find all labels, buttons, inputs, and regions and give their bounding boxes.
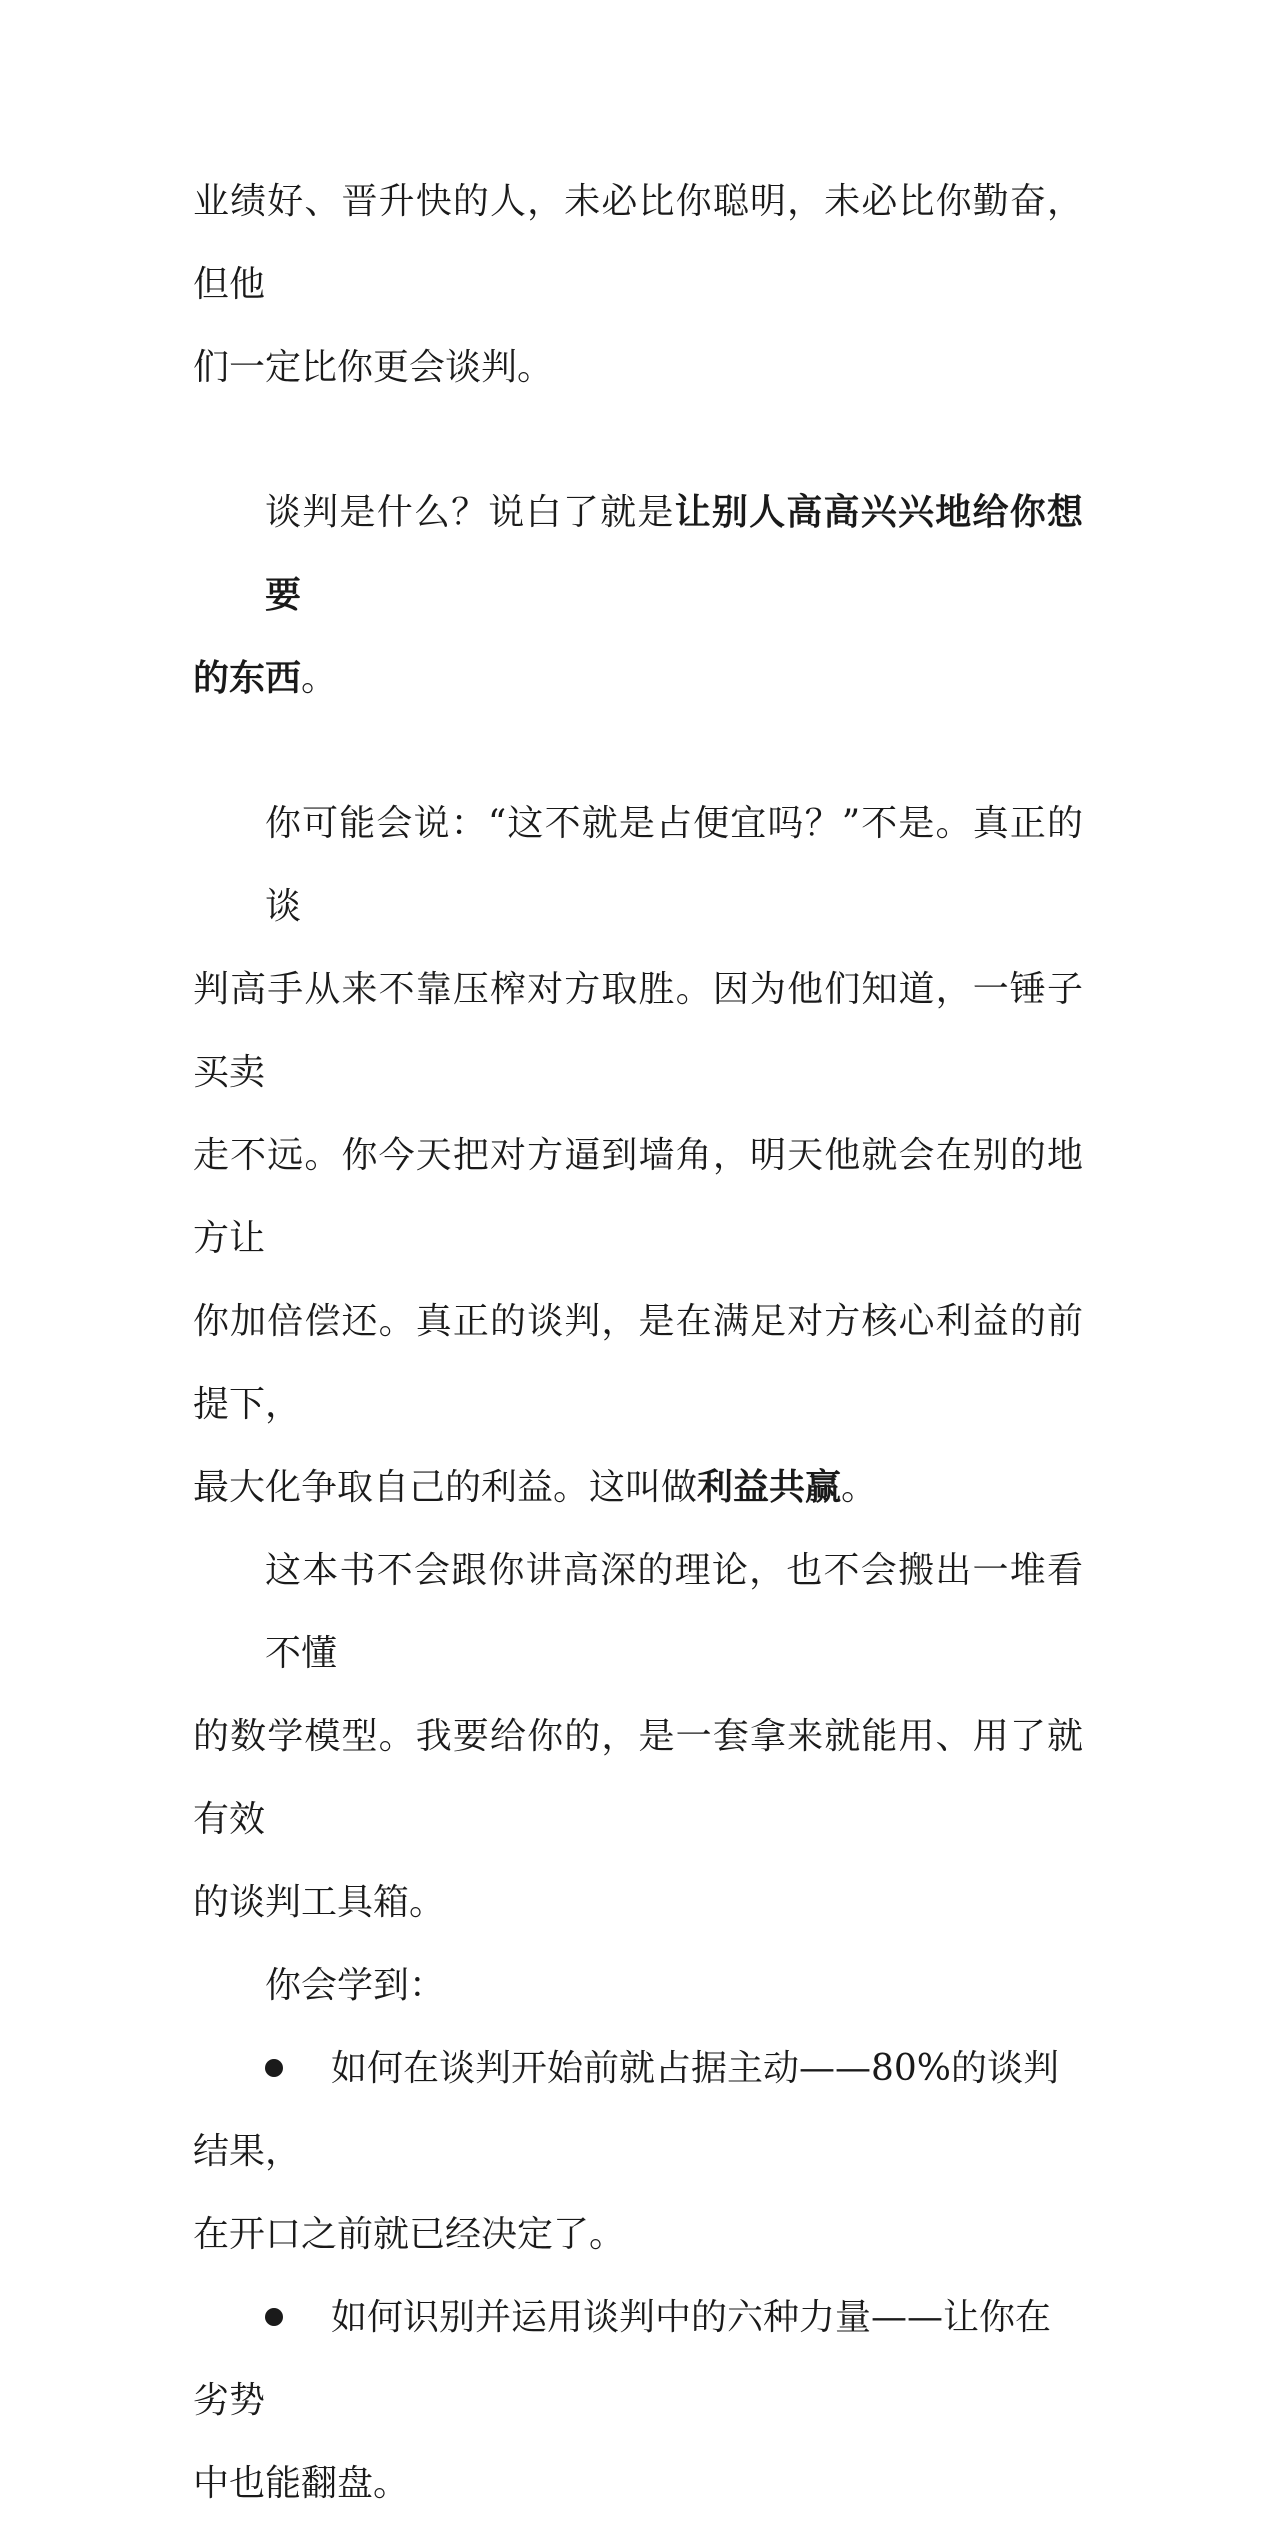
bullet-item-1-line-2: 在开口之前就已经决定了。 [193,2214,626,2255]
paragraph-4-line-3: 的谈判工具箱。 [193,1882,446,1923]
paragraph-3 [193,782,1083,1529]
paragraph-1 [193,160,1083,409]
paragraph-3-line-1: 你可能会说：“这不就是占便宜吗？”不是。真正的谈 [265,803,1083,927]
paragraph-3-end: 。 [841,1467,878,1508]
paragraph-1-line-2: 们一定比你更会谈判。 [193,347,554,388]
paragraph-2-end: 。 [301,658,338,699]
paragraph-2-emphasis-2: 的东西 [193,657,302,699]
paragraph-spacer [193,409,1083,471]
bullet-item-2-line-1: 如何识别并运用谈判中的六种力量——让你在劣势 [193,2297,1052,2421]
bullet-dot-icon [265,2308,283,2326]
bullet-item-1-line-1: 如何在谈判开始前就占据主动——80%的谈判结果， [193,2048,1060,2172]
bullet-item-2-line-2: 中也能翻盘。 [193,2463,410,2504]
paragraph-3-line-4: 你加倍偿还。真正的谈判，是在满足对方核心利益的前提下， [193,1301,1083,1425]
bullet-item-2 [193,2276,1083,2525]
paragraph-4-line-1: 这本书不会跟你讲高深的理论，也不会搬出一堆看不懂 [265,1550,1083,1674]
paragraph-4 [193,1529,1083,1944]
paragraph-5 [193,1944,1083,2027]
bullet-dot-icon [265,2059,283,2077]
paragraph-5-text: 你会学到： [265,1965,446,2006]
paragraph-3-line-3: 走不远。你今天把对方逼到墙角，明天他就会在别的地方让 [193,1135,1083,1259]
paragraph-2 [193,471,1083,720]
paragraph-1-line-1: 业绩好、晋升快的人，未必比你聪明，未必比你勤奋，但他 [193,181,1083,305]
paragraph-3-line-2: 判高手从来不靠压榨对方取胜。因为他们知道，一锤子买卖 [193,969,1083,1093]
paragraph-2-emphasis-1: 让别人高高兴兴地给你想要 [265,491,1083,616]
document-body [193,160,1083,2525]
paragraph-spacer [193,720,1083,782]
paragraph-2-text: 谈判是什么？说白了就是 [265,492,675,533]
paragraph-4-line-2: 的数学模型。我要给你的，是一套拿来就能用、用了就有效 [193,1716,1083,1840]
paragraph-3-line-5: 最大化争取自己的利益。这叫做 [193,1467,698,1508]
paragraph-3-emphasis: 利益共赢 [697,1466,842,1508]
bullet-item-1 [193,2027,1083,2276]
